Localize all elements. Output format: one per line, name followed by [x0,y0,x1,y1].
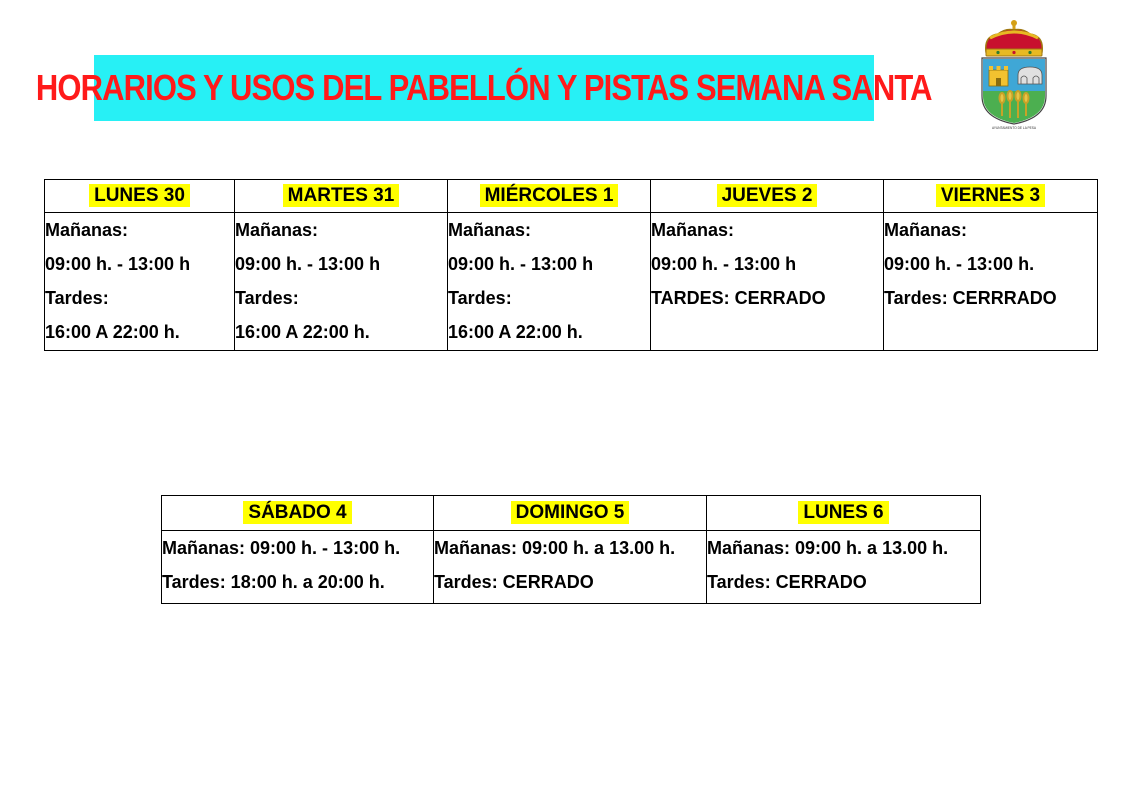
hours-line: TARDES: CERRADO [651,288,826,308]
hours-line: 16:00 A 22:00 h. [45,322,180,342]
week2-schedule-table [161,495,981,604]
hours-line: 16:00 A 22:00 h. [448,322,583,342]
hours-line: Tardes: CERRADO [707,572,867,592]
hours-line: 09:00 h. - 13:00 h. [884,254,1035,274]
week1-header-row [45,180,1098,213]
day-header: VIERNES 3 [884,180,1098,213]
hours-line: Mañanas: [235,220,319,240]
day-header: MARTES 31 [235,180,448,213]
day-hours-cell [884,213,1098,351]
hours-line: 16:00 A 22:00 h. [235,322,370,342]
hours-line: Mañanas: [651,220,735,240]
day-header: MIÉRCOLES 1 [448,180,651,213]
municipal-coat-of-arms-icon [976,18,1052,130]
day-header: LUNES 30 [45,180,235,213]
day-header: LUNES 6 [707,496,981,531]
title-banner [36,55,932,121]
hours-line: Tardes: CERRRADO [884,288,1057,308]
week1-hours-row [45,213,1098,351]
hours-line: Tardes: [45,288,109,308]
day-header: SÁBADO 4 [162,496,434,531]
hours-line: Tardes: 18:00 h. a 20:00 h. [162,572,385,592]
hours-line: Mañanas: [448,220,532,240]
day-hours-cell [651,213,884,351]
hours-line: Mañanas: 09:00 h. a 13.00 h. [707,538,949,558]
hours-line: Mañanas: [884,220,968,240]
hours-line: Mañanas: [45,220,129,240]
crest-caption: AYUNTAMIENTO DE LA PESA [991,126,1037,130]
hours-line: 09:00 h. - 13:00 h [235,254,381,274]
week2-header-row [162,496,981,531]
week1-schedule-table [44,179,1098,351]
hours-line: Mañanas: 09:00 h. a 13.00 h. [434,538,676,558]
hours-line: 09:00 h. - 13:00 h [45,254,191,274]
hours-line: Mañanas: 09:00 h. - 13:00 h. [162,538,401,558]
week2-hours-row [162,531,981,604]
day-hours-cell [434,531,707,604]
day-hours-cell [45,213,235,351]
hours-line: Tardes: CERRADO [434,572,594,592]
hours-line: 09:00 h. - 13:00 h [448,254,594,274]
hours-line: Tardes: [235,288,299,308]
day-hours-cell [162,531,434,604]
day-hours-cell [448,213,651,351]
hours-line: 09:00 h. - 13:00 h [651,254,797,274]
page-title: HORARIOS Y USOS DEL PABELLÓN Y PISTAS SEMANA SANTA [36,67,932,108]
day-header: DOMINGO 5 [434,496,707,531]
day-header: JUEVES 2 [651,180,884,213]
day-hours-cell [235,213,448,351]
day-hours-cell [707,531,981,604]
hours-line: Tardes: [448,288,512,308]
